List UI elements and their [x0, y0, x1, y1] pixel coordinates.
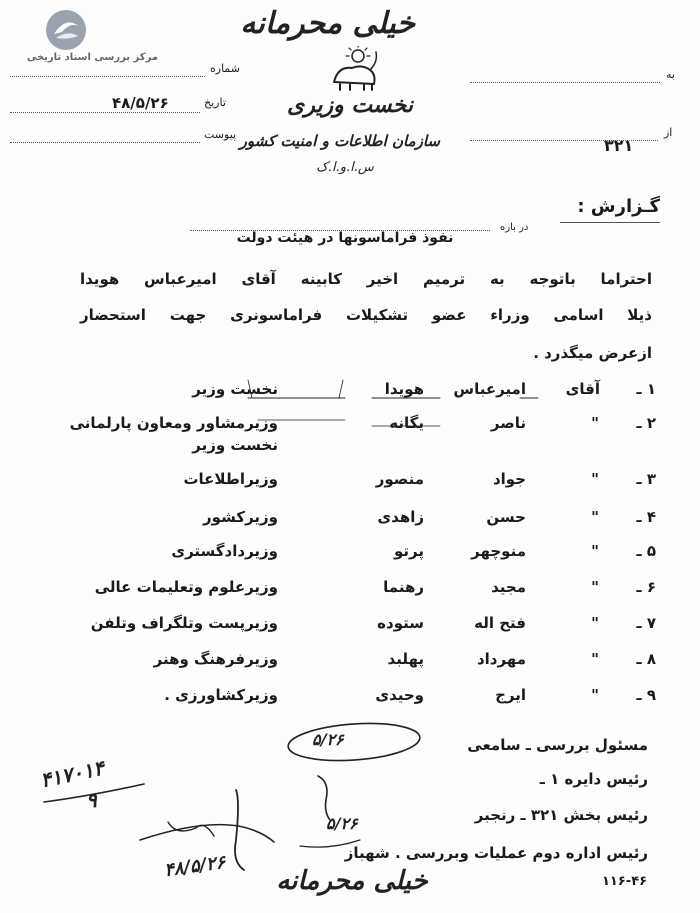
- list-item-post: وزیرمشاور ومعاون پارلمانی: [69, 414, 278, 432]
- list-item-title: ": [591, 470, 600, 488]
- list-item-last-name: وحیدی: [375, 686, 424, 704]
- list-item-number: ۶ ـ: [636, 578, 656, 596]
- list-item-first-name: مهرداد: [476, 650, 526, 668]
- list-item-last-name: رهنما: [383, 578, 424, 596]
- list-item-number: ۹ ـ: [636, 686, 656, 704]
- to-label: به: [666, 68, 675, 81]
- list-item-post-continued: نخست وزیر: [192, 436, 278, 454]
- reviewer-date-note: ۵/۲۶: [312, 730, 344, 749]
- list-item-last-name: پرتو: [394, 542, 424, 560]
- list-item-number: ۱ ـ: [636, 380, 656, 398]
- list-item-number: ۷ ـ: [636, 614, 656, 632]
- section-head-date-note: ۵/۲۶: [326, 814, 358, 833]
- attachment-field-line: [10, 142, 200, 143]
- list-item-last-name: یگانه: [389, 414, 424, 432]
- list-item-post: وزیرکشاورزی .: [164, 686, 278, 704]
- list-item-title: آقای: [565, 380, 600, 398]
- office-title: نخست وزیری: [287, 92, 413, 118]
- department-head-line: رئیس دایره ۱ ـ: [539, 770, 648, 788]
- margin-note-number: ۴۱۷۰۱۴: [38, 755, 107, 793]
- date-field-line: [10, 112, 200, 113]
- bottom-classification-stamp: خیلی محرمانه: [276, 866, 428, 896]
- from-label: از: [664, 126, 673, 139]
- list-item-first-name: منوچهر: [471, 542, 526, 560]
- intro-line-3: ازعرض میگذرد .: [533, 344, 652, 362]
- list-item-first-name: مجید: [491, 578, 526, 596]
- list-item-post: وزیرپست وتلگراف وتلفن: [90, 614, 278, 632]
- list-item-post: وزیرفرهنگ وهنر: [153, 650, 278, 668]
- list-item-number: ۸ ـ: [636, 650, 656, 668]
- report-heading-underline: [560, 222, 660, 223]
- list-item-last-name: منصور: [375, 470, 424, 488]
- date-value: ۴۸/۵/۲۶: [112, 94, 169, 112]
- list-item-title: ": [591, 542, 600, 560]
- subject-label: در باره: [500, 222, 529, 233]
- list-item-last-name: پهلبد: [387, 650, 424, 668]
- organization-code: س.ا.و.ا.ک: [316, 160, 374, 175]
- list-item-post: وزیردادگستری: [171, 542, 278, 560]
- date-label: تاریخ: [204, 96, 226, 109]
- margin-note-fraction: ۹: [86, 788, 97, 812]
- list-item-first-name: امیرعباس: [453, 380, 526, 398]
- list-item-number: ۵ ـ: [636, 542, 656, 560]
- list-item-title: ": [591, 650, 600, 668]
- report-heading: گـزارش :: [577, 196, 660, 217]
- from-value: ۳۲۱: [604, 136, 634, 155]
- list-item-first-name: حسن: [486, 508, 526, 526]
- list-item-post: وزیرعلوم وتعلیمات عالی: [94, 578, 278, 596]
- document-id: ۱۱۶-۴۶: [602, 874, 648, 889]
- list-item-last-name: زاهدی: [377, 508, 424, 526]
- number-label: شماره: [210, 62, 241, 75]
- attachment-label: پیوست: [204, 128, 237, 141]
- list-item-last-name: ستوده: [377, 614, 424, 632]
- lion-and-sun-emblem-icon: [326, 46, 382, 92]
- top-classification-stamp: خیلی محرمانه: [240, 6, 415, 41]
- to-field-line: [470, 82, 660, 83]
- list-item-post: وزیرکشور: [203, 508, 278, 526]
- list-item-number: ۳ ـ: [636, 470, 656, 488]
- list-item-first-name: فتح اله: [474, 614, 526, 632]
- list-item-title: ": [591, 508, 600, 526]
- reviewer-line: مسئول بررسی ـ سامعی: [467, 736, 648, 754]
- list-item-first-name: ایرج: [495, 686, 526, 704]
- list-item-first-name: جواد: [492, 470, 526, 488]
- section-head-line: رئیس بخش ۳۲۱ ـ رنجبر: [474, 806, 648, 824]
- subject-text: نفوذ فراماسونها در هیئت دولت: [236, 230, 454, 246]
- archive-logo-icon: [44, 8, 88, 52]
- intro-line-2: ذیلا اسامی وزراء عضو تشکیلات فراماسونری جهت استحضار: [80, 306, 652, 324]
- from-field-line: [470, 140, 658, 141]
- number-field-line: [10, 76, 205, 77]
- list-item-last-name: هویدا: [384, 380, 424, 398]
- archive-watermark: [8, 6, 158, 68]
- subject-field-line: [190, 230, 490, 231]
- reviewer-oval-mark: [284, 720, 424, 764]
- list-item-number: ۴ ـ: [636, 508, 656, 526]
- list-item-title: ": [591, 414, 600, 432]
- list-item-post: وزیراطلاعات: [183, 470, 278, 488]
- office-head-line: رئیس اداره دوم عملیات وبررسی . شهباز: [344, 844, 648, 862]
- list-item-title: ": [591, 686, 600, 704]
- list-item-post: نخست وزیر: [192, 380, 278, 398]
- organization-title: سازمان اطلاعات و امنیت کشور: [239, 132, 440, 150]
- signature-date-note: ۴۸/۵/۲۶: [162, 851, 227, 882]
- list-item-number: ۲ ـ: [636, 414, 656, 432]
- list-item-title: ": [591, 614, 600, 632]
- intro-line-1: احتراما باتوجه به ترمیم اخیر کابینه آقای امیرعباس هویدا: [80, 270, 652, 288]
- list-item-title: ": [591, 578, 600, 596]
- list-item-first-name: ناصر: [490, 414, 526, 432]
- watermark-text: مرکز بررسی اسناد تاریخی: [26, 52, 158, 63]
